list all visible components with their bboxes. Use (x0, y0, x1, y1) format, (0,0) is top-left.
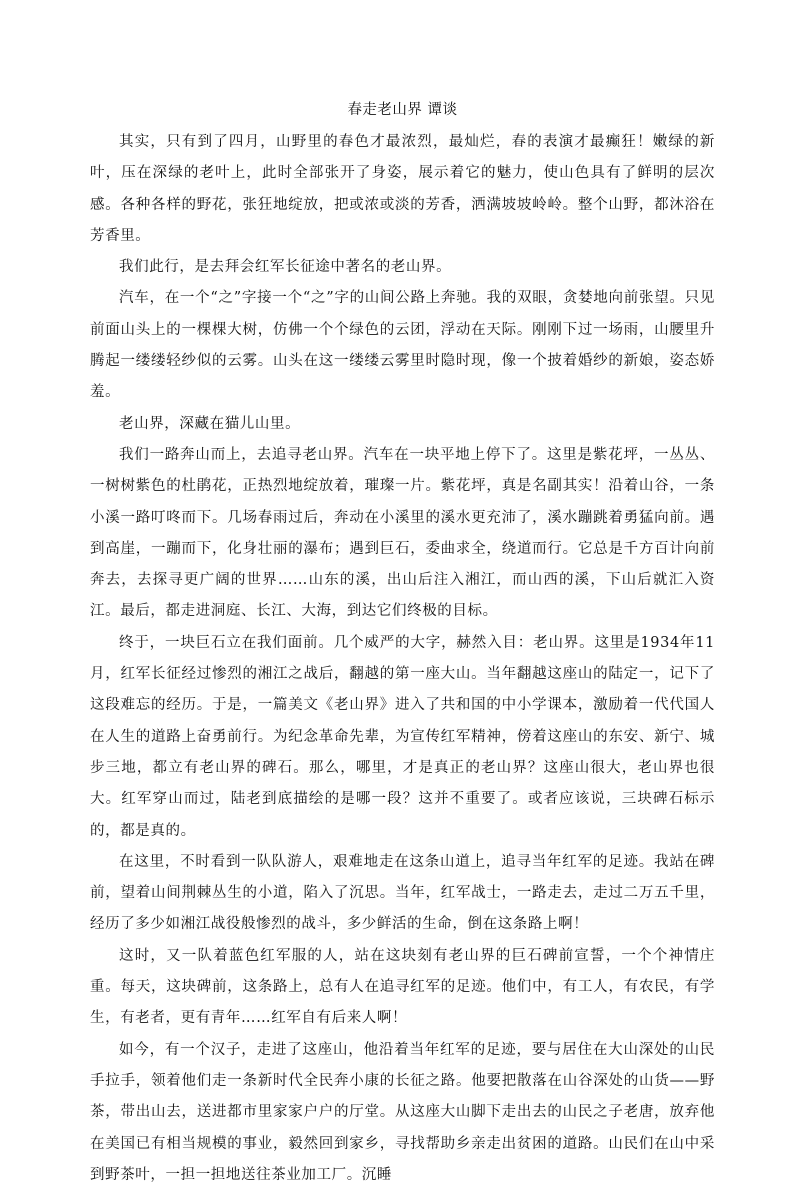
article-title: 春走老山界 谭谈 (347, 102, 458, 118)
paragraph-9: 如今，有一个汉子，走进了这座山，他沿着当年红军的足迹，要与居住在大山深处的山民手拉手，领着他们走一条新时代全民奔小康的长征之路。他要把散落在山谷深处的山货——野茶，带出山去，送进都市里家家户户的厅堂。从这座大山脚下走出去的山民之子老唐，放弃他在美国已有相当规模的事业，毅然回到家乡，寻找帮助乡亲走出贫困的道路。山民们在山中采到野茶叶，一担一担地送往茶业加工厂。沉睡 (90, 1041, 715, 1183)
paragraph-8: 这时，又一队着蓝色红军服的人，站在这块刻有老山界的巨石碑前宣誓，一个个神情庄重。每天，这块碑前，这条路上，总有人在追寻红军的足迹。他们中，有工人，有农民，有学生，有老者，更有青年……红军自有后来人啊！ (90, 947, 715, 1027)
paragraph-6: 终于，一块巨石立在我们面前。几个威严的大字，赫然入目：老山界。这里是1934年11月，红军长征经过惨烈的湘江之战后，翻越的第一座大山。当年翻越这座山的陆定一，记下了这段难忘的经历。于是，一篇美文《老山界》进入了共和国的中小学课本，激励着一代代国人在人生的道路上奋勇前行。为纪念革命先辈，为宣传红军精神，傍着这座山的东安、新宁、城步三地，都立有老山界的碑石。那么，哪里，才是真正的老山界？这座山很大，老山界也很大。红军穿山而过，陆老到底描绘的是哪一段？这并不重要了。或者应该说，三块碑石标示的，都是真的。 (90, 634, 715, 839)
paragraph-5: 我们一路奔山而上，去追寻老山界。汽车在一块平地上停下了。这里是紫花坪，一丛丛、一树树紫色的杜鹃花，正热烈地绽放着，璀璨一片。紫花坪，真是名副其实！沿着山谷，一条小溪一路叮咚而下。几场春雨过后，奔动在小溪里的溪水更充沛了，溪水蹦跳着勇猛向前。遇到高崖，一蹦而下，化身壮丽的瀑布；遇到巨石，委曲求全，绕道而行。它总是千方百计向前奔去，去探寻更广阔的世界……山东的溪，出山后注入湘江，而山西的溪，下山后就汇入资江。最后，都走进洞庭、长江、大海，到达它们终极的目标。 (90, 446, 715, 620)
article-body (90, 98, 715, 1191)
paragraph-1: 其实，只有到了四月，山野里的春色才最浓烈，最灿烂，春的表演才最癫狂！嫩绿的新叶，压在深绿的老叶上，此时全部张开了身姿，展示着它的魅力，使山色具有了鲜明的层次感。各种各样的野花，张狂地绽放，把或浓或淡的芳香，洒满坡坡岭岭。整个山野，都沐浴在芳香里。 (90, 134, 715, 244)
paragraph-2: 我们此行，是去拜会红军长征途中著名的老山界。 (119, 259, 452, 276)
paragraph-3: 汽车，在一个“之”字接一个“之”字的山间公路上奔驰。我的双眼，贪婪地向前张望。只见前面山头上的一棵棵大树，仿佛一个个绿色的云团，浮动在天际。刚刚下过一场雨，山腰里升腾起一缕缕轻纱似的云雾。山头在这一缕缕云雾里时隐时现，像一个披着婚纱的新娘，姿态娇羞。 (90, 290, 715, 401)
paragraph-4: 老山界，深藏在猫儿山里。 (119, 415, 301, 432)
paragraph-7: 在这里，不时看到一队队游人，艰难地走在这条山道上，追寻当年红军的足迹。我站在碑前，望着山间荆棘丛生的小道，陷入了沉思。当年，红军战士，一路走去，走过二万五千里，经历了多少如湘江战役般惨烈的战斗，多少鲜活的生命，倒在这条路上啊！ (90, 853, 715, 933)
